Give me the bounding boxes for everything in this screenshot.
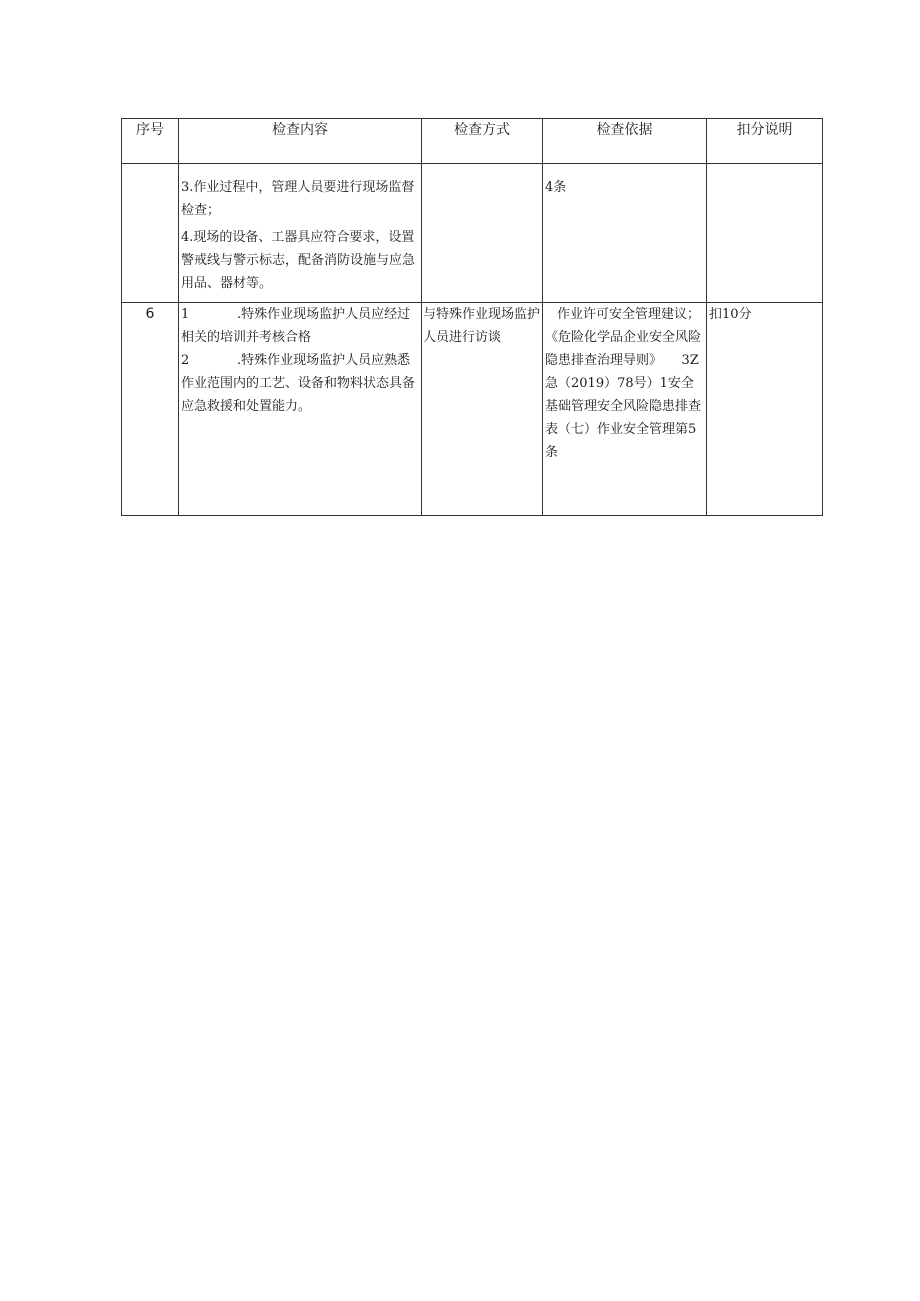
content-item-1 <box>181 303 417 349</box>
cell-content <box>179 164 422 303</box>
item-text: .特殊作业现场监护人员应经过相关的培训并考核合格 <box>181 307 411 345</box>
deduction-text: 扣10分 <box>709 307 752 322</box>
header-method: 检查方式 <box>422 119 543 164</box>
item-number: 2 <box>181 353 190 368</box>
header-deduction: 扣分说明 <box>707 119 823 164</box>
item-text: .特殊作业现场监护人员应熟悉作业范围内的工艺、设备和物料状态具备应急救援和处置能力。 <box>181 353 416 414</box>
basis-text: 4条 <box>545 180 567 195</box>
content-item-2 <box>181 349 417 418</box>
cell-seq-empty <box>122 164 179 303</box>
header-basis: 检查依据 <box>543 119 707 164</box>
cell-deduction-empty <box>707 164 823 303</box>
header-content: 检查内容 <box>179 119 422 164</box>
cell-seq: 6 <box>122 303 179 516</box>
method-text: 与特殊作业现场监护人员进行访谈 <box>423 307 541 345</box>
cell-method <box>422 303 543 516</box>
cell-method-empty <box>422 164 543 303</box>
basis-text: 作业许可安全管理建议；《危险化学品企业安全风险隐患排查治理导则》 3Z急（2019）78号）1安全基础管理安全风险隐患排查表（七）作业安全管理第5条 <box>545 307 702 460</box>
content-item-3: 3.作业过程中，管理人员要进行现场监督检查； <box>181 180 415 218</box>
table-header-row <box>122 119 823 164</box>
cell-content <box>179 303 422 516</box>
table-row-6 <box>122 303 823 516</box>
table-row-continued <box>122 164 823 303</box>
inspection-table <box>121 118 823 516</box>
cell-deduction <box>707 303 823 516</box>
cell-basis <box>543 164 707 303</box>
cell-basis <box>543 303 707 516</box>
item-number: 1 <box>181 307 190 322</box>
content-item-4: 4.现场的设备、工器具应符合要求，设置警戒线与警示标志，配备消防设施与应急用品、器材等。 <box>181 230 416 291</box>
header-seq: 序号 <box>122 119 179 164</box>
